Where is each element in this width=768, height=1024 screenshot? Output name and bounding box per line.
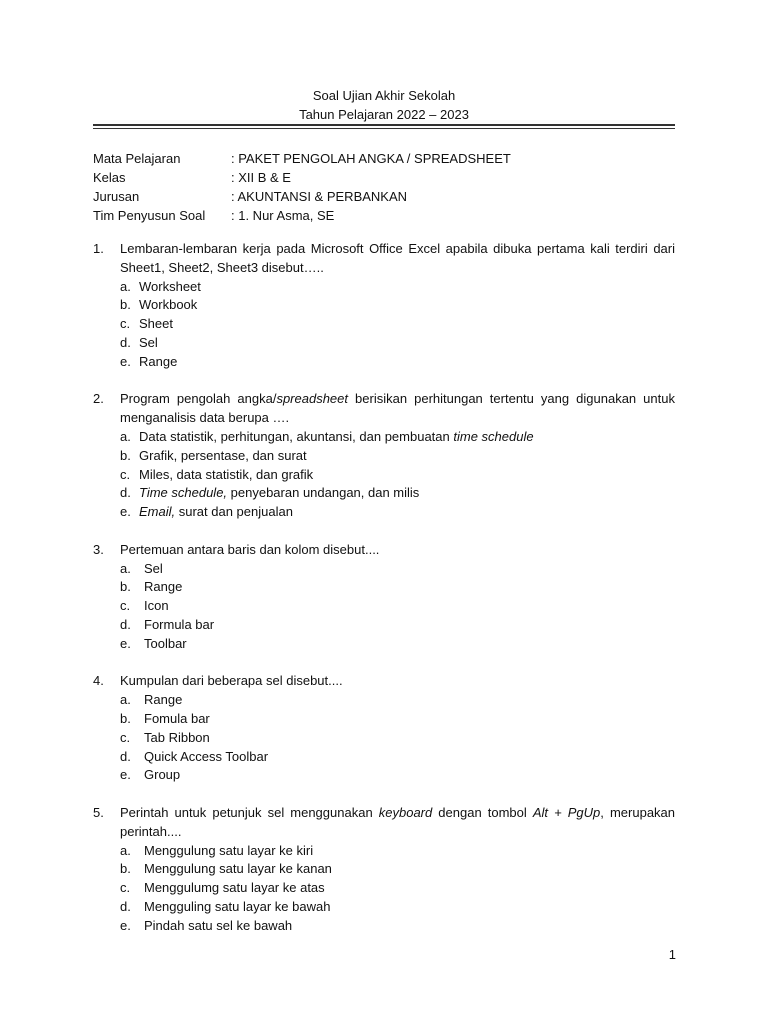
option-c <box>120 729 675 748</box>
option-letter: b. <box>120 710 131 726</box>
option-e <box>120 917 675 936</box>
option-letter: a. <box>120 692 131 708</box>
option-letter: c. <box>120 466 131 482</box>
option-text: Formula bar <box>144 616 215 632</box>
option-b <box>120 710 675 729</box>
info-label: Jurusan <box>93 189 140 204</box>
question-2 <box>93 390 675 522</box>
option-text: Menggulung satu layar ke kiri <box>144 842 314 858</box>
option-letter: d. <box>120 748 131 764</box>
option-b <box>120 860 675 879</box>
question-number: 2. <box>93 391 104 407</box>
option-letter: b. <box>120 579 131 595</box>
italic-term: Email, <box>139 504 176 520</box>
option-e <box>120 766 675 785</box>
question-number: 3. <box>93 541 104 557</box>
option-letter: b. <box>120 447 131 463</box>
exam-info <box>93 149 675 225</box>
option-letter: b. <box>120 861 131 877</box>
option-c <box>120 315 675 334</box>
option-c <box>120 466 675 485</box>
option-b <box>120 447 675 466</box>
info-row-authors <box>93 206 675 225</box>
question-text: Pertemuan antara baris dan kolom disebut.... <box>120 541 380 557</box>
info-row-class <box>93 168 675 187</box>
document-header <box>0 86 768 124</box>
option-letter: e. <box>120 353 131 369</box>
option-c <box>120 879 675 898</box>
info-label: Kelas <box>93 170 126 185</box>
question-text: Lembaran-lembaran kerja pada Microsoft Office Excel apabila dibuka pertama kali terdiri dari Sheet1, Sheet2, Sheet3 disebut….. <box>120 241 675 275</box>
option-text: Toolbar <box>144 635 187 651</box>
option-letter: e. <box>120 767 131 783</box>
italic-term: spreadsheet <box>276 391 349 407</box>
option-text: Pindah satu sel ke bawah <box>144 917 293 933</box>
question-number: 5. <box>93 804 104 820</box>
option-text <box>139 484 419 503</box>
option-list <box>120 560 675 654</box>
exam-title: Soal Ujian Akhir Sekolah <box>312 88 456 103</box>
option-d <box>120 898 675 917</box>
option-text: Menggulumg satu layar ke atas <box>144 880 325 896</box>
question-text <box>120 390 675 428</box>
text-run: Grafik, persentase, dan surat <box>139 447 307 463</box>
info-row-major <box>93 187 675 206</box>
info-value: : PAKET PENGOLAH ANGKA / SPREADSHEET <box>231 151 511 166</box>
question-number: 4. <box>93 673 104 689</box>
option-letter: e. <box>120 504 131 520</box>
option-text: Workbook <box>139 297 198 313</box>
option-a <box>120 278 675 297</box>
option-text: Worksheet <box>139 278 201 294</box>
option-letter: a. <box>120 278 131 294</box>
option-d <box>120 748 675 767</box>
option-d <box>120 484 675 503</box>
option-text: Sheet <box>139 316 173 332</box>
option-letter: d. <box>120 334 131 350</box>
header-rule-thin <box>93 128 675 129</box>
info-value: : 1. Nur Asma, SE <box>231 208 335 223</box>
option-text: Sel <box>144 560 163 576</box>
italic-term: Time schedule, <box>139 485 228 501</box>
question-4 <box>93 672 675 785</box>
option-d <box>120 616 675 635</box>
option-letter: d. <box>120 485 131 501</box>
italic-term: keyboard <box>378 804 433 820</box>
option-letter: e. <box>120 917 131 933</box>
option-list <box>120 691 675 785</box>
option-text: Range <box>144 692 183 708</box>
text-run: , merupakan perintah.... <box>120 804 676 839</box>
option-letter: b. <box>120 297 131 313</box>
italic-term: time schedule <box>453 428 534 444</box>
option-text: Fomula bar <box>144 710 210 726</box>
option-d <box>120 334 675 353</box>
option-letter: a. <box>120 560 131 576</box>
info-value: : XII B & E <box>231 170 291 185</box>
text-run: Program pengolah angka/ <box>120 391 277 407</box>
option-text <box>139 447 307 466</box>
option-letter: a. <box>120 428 131 444</box>
question-text: Kumpulan dari beberapa sel disebut.... <box>120 673 343 689</box>
text-run: Miles, data statistik, dan grafik <box>139 466 314 482</box>
option-letter: d. <box>120 616 131 632</box>
text-run: dengan tombol <box>432 804 533 820</box>
option-e <box>120 503 675 522</box>
option-letter: c. <box>120 598 131 614</box>
option-a <box>120 428 675 447</box>
info-label: Tim Penyusun Soal <box>93 208 206 223</box>
option-text: Sel <box>139 334 158 350</box>
option-letter: c. <box>120 316 131 332</box>
text-run: surat dan penjualan <box>175 504 293 520</box>
option-list <box>120 278 675 372</box>
option-text: Group <box>144 767 181 783</box>
option-e <box>120 353 675 372</box>
option-text: Mengguling satu layar ke bawah <box>144 898 331 914</box>
option-list <box>120 428 675 522</box>
page-number: 1 <box>668 947 676 962</box>
option-a <box>120 842 675 861</box>
option-text <box>139 428 534 447</box>
option-text <box>139 466 313 485</box>
option-text <box>139 503 293 522</box>
option-text: Menggulung satu layar ke kanan <box>144 861 332 877</box>
question-list <box>93 240 675 954</box>
option-letter: c. <box>120 729 131 745</box>
option-e <box>120 635 675 654</box>
text-run: Perintah untuk petunjuk sel menggunakan <box>120 804 379 820</box>
option-letter: e. <box>120 635 131 651</box>
option-letter: a. <box>120 842 131 858</box>
info-value: : AKUNTANSI & PERBANKAN <box>231 189 408 204</box>
question-1 <box>93 240 675 372</box>
option-c <box>120 597 675 616</box>
option-b <box>120 578 675 597</box>
text-run: penyebaran undangan, dan milis <box>227 485 420 501</box>
option-text: Quick Access Toolbar <box>144 748 269 764</box>
option-a <box>120 691 675 710</box>
info-row-subject <box>93 149 675 168</box>
option-text: Range <box>139 353 178 369</box>
option-list <box>120 842 675 936</box>
text-run: berisikan perhitungan tertentu yang digunakan untuk menganalisis data berupa …. <box>120 391 675 426</box>
question-number: 1. <box>93 241 104 256</box>
info-label: Mata Pelajaran <box>93 151 181 166</box>
option-b <box>120 296 675 315</box>
text-run: Data statistik, perhitungan, akuntansi, dan pembuatan <box>139 428 454 444</box>
question-text <box>120 804 675 842</box>
option-text: Range <box>144 579 183 595</box>
option-text: Tab Ribbon <box>144 729 210 745</box>
question-3 <box>93 541 675 654</box>
italic-term: Alt + PgUp <box>532 804 601 820</box>
option-a <box>120 560 675 579</box>
option-letter: c. <box>120 880 131 896</box>
option-text: Icon <box>144 598 169 614</box>
option-letter: d. <box>120 898 131 914</box>
question-5 <box>93 804 675 936</box>
header-rule-thick <box>93 124 675 126</box>
academic-year: Tahun Pelajaran 2022 – 2023 <box>299 107 469 122</box>
